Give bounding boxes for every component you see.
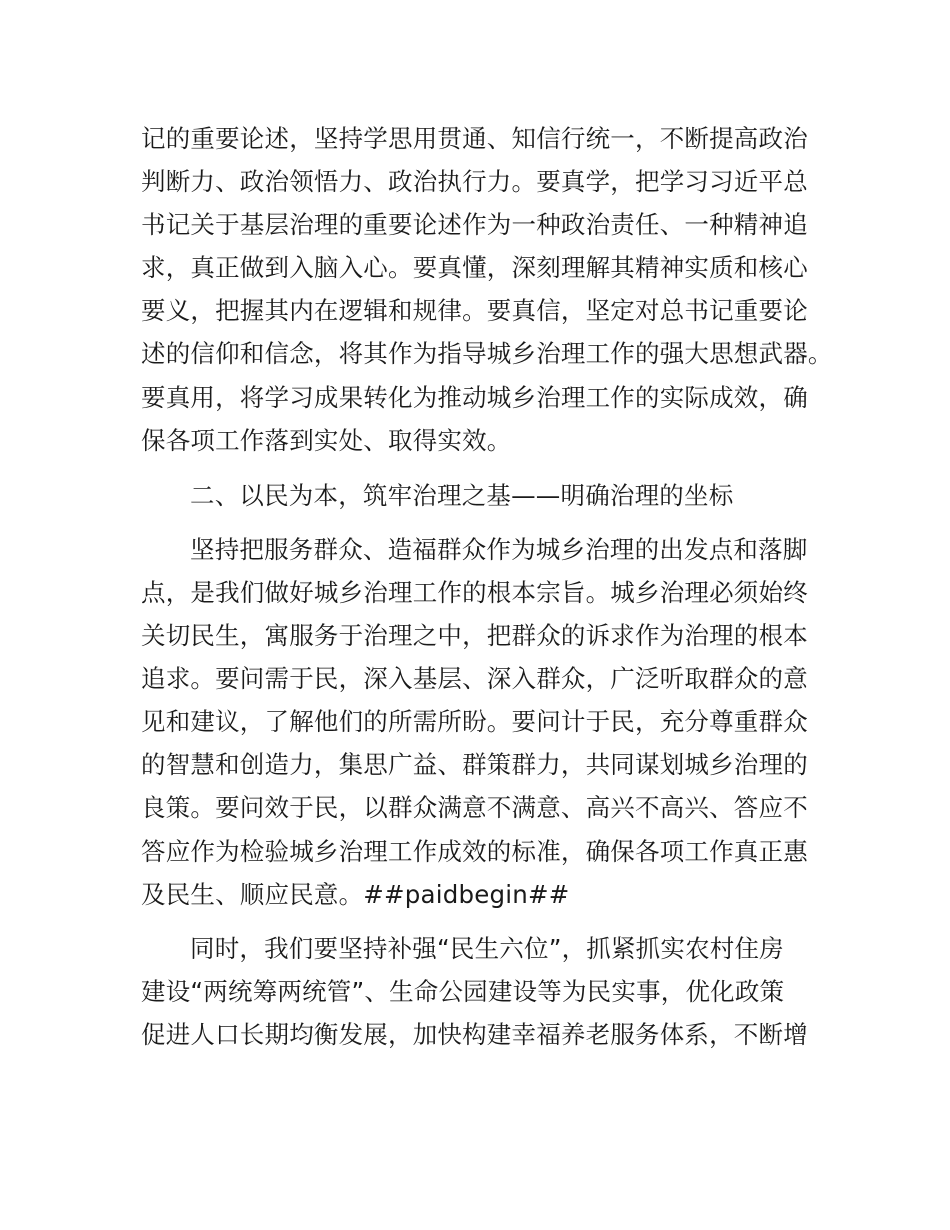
text-line: 促进人口长期均衡发展，加快构建幸福养老服务体系，不断增 — [141, 1020, 808, 1049]
text-line: 良策。要问效于民，以群众满意不满意、高兴不高兴、答应不 — [141, 793, 808, 822]
text-line: 保各项工作落到实处、取得实效。 — [141, 426, 512, 455]
text-line: 点，是我们做好城乡治理工作的根本宗旨。城乡治理必须始终 — [141, 578, 808, 607]
text-line: 记的重要论述，坚持学思用贯通、知信行统一，不断提高政治 — [141, 124, 808, 153]
text-line: 见和建议，了解他们的所需所盼。要问计于民，充分尊重群众 — [141, 707, 808, 736]
text-line: 求，真正做到入脑入心。要真懂，深刻理解其精神实质和核心 — [141, 253, 808, 282]
text-line: 同时，我们要坚持补强“民生六位”，抓紧抓实农村住房 — [190, 934, 784, 963]
text-line: 述的信仰和信念，将其作为指导城乡治理工作的强大思想武器。 — [141, 339, 833, 368]
text-line: 追求。要问需于民，深入基层、深入群众，广泛听取群众的意 — [141, 664, 808, 693]
text-line: 判断力、政治领悟力、政治执行力。要真学，把学习习近平总 — [141, 167, 808, 196]
text-line: 及民生、顺应民意。##paidbegin## — [141, 880, 570, 909]
text-line: 关切民生，寓服务于治理之中，把群众的诉求作为治理的根本 — [141, 621, 808, 650]
text-line: 坚持把服务群众、造福群众作为城乡治理的出发点和落脚 — [190, 535, 808, 564]
text-line: 答应作为检验城乡治理工作成效的标准，确保各项工作真正惠 — [141, 837, 808, 866]
text-line: 的智慧和创造力，集思广益、群策群力，共同谋划城乡治理的 — [141, 750, 808, 779]
text-line: 建设“两统筹两统管”、生命公园建设等为民实事，优化政策 — [141, 977, 785, 1006]
text-line: 书记关于基层治理的重要论述作为一种政治责任、一种精神追 — [141, 210, 808, 239]
section-heading: 二、以民为本，筑牢治理之基——明确治理的坐标 — [190, 481, 734, 510]
text-line: 要义，把握其内在逻辑和规律。要真信，坚定对总书记重要论 — [141, 296, 808, 325]
text-line: 要真用，将学习成果转化为推动城乡治理工作的实际成效，确 — [141, 383, 808, 412]
